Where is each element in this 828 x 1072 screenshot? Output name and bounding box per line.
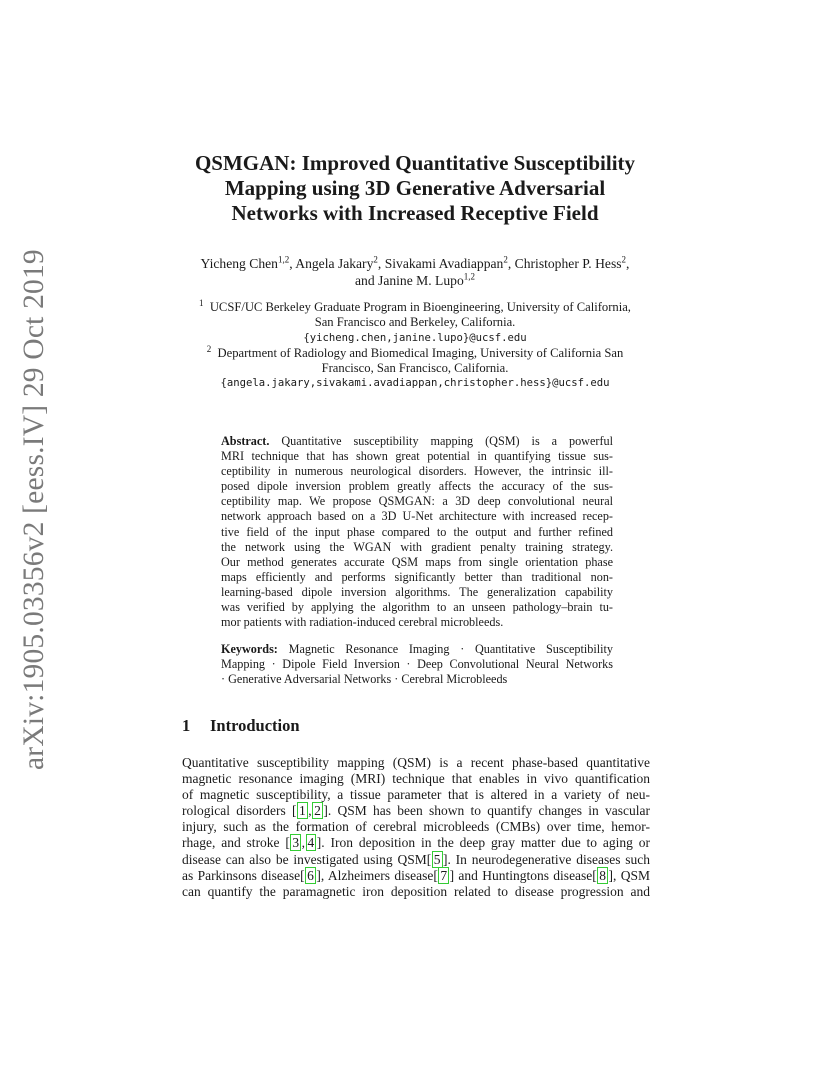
affiliation-2-line: Francisco, San Francisco, California. [321, 361, 509, 376]
author-affiliation-mark: 2 [373, 254, 378, 265]
text-run: rological disorders [182, 803, 292, 819]
title-line: QSMGAN: Improved Quantitative Susceptibility [194, 151, 636, 175]
abstract-line: maps efficiently and performs significantly better than traditional non- [221, 569, 613, 584]
affiliation-text: Department of Radiology and Biomedical Imaging, University of California San [217, 345, 624, 360]
keywords-line: Mapping · Dipole Field Inversion · Deep Convolutional Neural Networks [221, 657, 613, 672]
citation-link[interactable]: 8 [599, 867, 607, 883]
abstract-line: Our method generates accurate QSM maps from single orientation phase [221, 554, 613, 569]
affiliation-1-line [180, 297, 650, 315]
affiliation-mark: 1 [199, 297, 204, 308]
abstract-line: mor patients with radiation-induced cerebral microbleeds. [221, 615, 504, 630]
affiliation-mark: 2 [206, 343, 212, 354]
paragraph-line: as Parkinsons disease[ 6 ], Alzheimers disease[ 7 ] and Huntingtons disease[ 8 ], QSM [182, 867, 651, 883]
author-name: Janine M. Lupo [378, 273, 464, 288]
author-name: Yicheng Chen [200, 256, 278, 271]
author-affiliation-mark: 2 [503, 254, 508, 265]
author-list [190, 255, 640, 289]
text-run: . Iron deposition in the deep gray matter due to aging or [321, 835, 651, 851]
paragraph-line: magnetic resonance imaging (MRI) technique that enables in vivo quantification [182, 771, 650, 787]
affiliation-1-email[interactable]: {yicheng.chen,janine.lupo}@ucsf.edu [303, 331, 527, 344]
author-name: Angela Jakary [295, 256, 374, 271]
paragraph-line: Quantitative susceptibility mapping (QSM) is a recent phase-based quantitative [182, 755, 650, 770]
keywords-text: Magnetic Resonance Imaging · Quantitative Susceptibility [277, 642, 613, 656]
affiliations [180, 297, 650, 392]
paragraph-line: rhage, and stroke [ 3 , 4 ]. Iron deposition in the deep gray matter due to aging or [182, 835, 651, 851]
abstract-line: ceptibility map. We propose QSMGAN: a 3D deep convolutional neural [221, 494, 613, 509]
abstract [221, 434, 613, 630]
keywords-label: Keywords: [221, 642, 278, 656]
introduction-paragraph [182, 755, 650, 900]
affiliation-2-email[interactable]: {angela.jakary,sivakami.avadiappan,christopher.hess}@ucsf.edu [220, 377, 610, 390]
paragraph-line: can quantify the paramagnetic iron deposition related to disease progression and [182, 883, 650, 899]
abstract-line: posed dipole inversion problem greatly affects the accuracy of the sus- [221, 479, 613, 494]
text-run: , Alzheimers disease [320, 867, 434, 883]
paragraph-line: injury, such as the formation of cerebral microbleeds (CMBs) over time, hemor- [182, 819, 650, 835]
keywords-line [221, 642, 613, 657]
paragraph-line: rological disorders [ 1 , 2 ]. QSM has been shown to quantify changes in vascular [182, 803, 650, 819]
author-affiliation-mark: 2 [621, 254, 627, 265]
affiliation-1-line: San Francisco and Berkeley, California. [314, 315, 516, 330]
section-number: 1 [182, 716, 191, 735]
author-affiliation-mark: 1,2 [463, 271, 475, 282]
paper-title [160, 151, 670, 226]
keywords-line: · Generative Adversarial Networks · Cerebral Microbleeds [221, 672, 508, 687]
citation-link[interactable]: 1 [298, 803, 306, 819]
arxiv-identifier-stamp [18, 249, 58, 770]
keywords [221, 642, 613, 687]
text-run: and Huntingtons disease [454, 867, 593, 883]
arxiv-identifier-text: arXiv:1905.03356v2 [eess.IV] 29 Oct 2019 [18, 249, 50, 770]
section-title: Introduction [210, 716, 300, 735]
title-line: Mapping using 3D Generative Adversarial [224, 176, 606, 200]
citation-link[interactable]: 7 [440, 867, 448, 883]
author-affiliation-mark: 1,2 [277, 254, 290, 265]
abstract-line: learning-based dipole inversion algorithms. The generalization capability [221, 584, 613, 599]
text-run: . In neurodegenerative diseases such [447, 851, 650, 867]
author-name: Christopher P. Hess [514, 256, 622, 271]
citation-link[interactable]: 2 [314, 803, 321, 819]
abstract-line: network approach based on a 3D U-Net architecture with increased recep- [221, 509, 613, 524]
abstract-line: ceptibility in numerous neurological disorders. However, the intrinsic ill- [221, 464, 613, 479]
abstract-line: tive field of the input phase compared to the output and further refined [221, 524, 613, 539]
abstract-line: the network using the WGAN with gradient penalty training strategy. [221, 539, 613, 554]
abstract-line [221, 434, 613, 449]
text-run: , QSM [613, 867, 651, 883]
title-line: Networks with Increased Receptive Field [231, 201, 599, 225]
abstract-text: Quantitative susceptibility mapping (QSM) is a powerful [269, 434, 613, 448]
text-run: . QSM has been shown to quantify changes in vascular [327, 803, 650, 819]
affiliation-text: UCSF/UC Berkeley Graduate Program in Bioengineering, University of California, [209, 300, 631, 314]
affiliation-2-line [180, 343, 650, 361]
abstract-label: Abstract. [221, 434, 270, 448]
paragraph-line: of magnetic susceptibility, a tissue parameter that is altered in a variety of neu- [182, 787, 650, 803]
abstract-line: MRI technique that has shown great potential in quantifying tissue sus- [221, 449, 613, 464]
citation-link[interactable]: 3 [292, 835, 300, 851]
author-name: Sivakami Avadiappan [384, 256, 504, 271]
abstract-line: was verified by applying the algorithm to an unseen pathology–brain tu- [221, 600, 613, 615]
citation-link[interactable]: 5 [433, 851, 441, 867]
citation-link[interactable]: 4 [307, 835, 315, 851]
section-heading [182, 716, 300, 736]
citation-link[interactable]: 6 [307, 867, 314, 883]
text-run: disease can also be investigated using QSM [182, 851, 427, 867]
author-line: Yicheng Chen$^{1,2}$, Angela Jakary$^2$, Sivakami Avadiappan$^2$, Christopher P. Hess$^2$, and Janine M. Lupo$^{1,2}$ [200, 254, 630, 288]
paragraph-line: disease can also be investigated using QSM[ 5 ]. In neurodegenerative diseases such [182, 851, 650, 867]
text-run: as Parkinsons disease [182, 867, 301, 883]
text-run: rhage, and stroke [182, 835, 286, 851]
